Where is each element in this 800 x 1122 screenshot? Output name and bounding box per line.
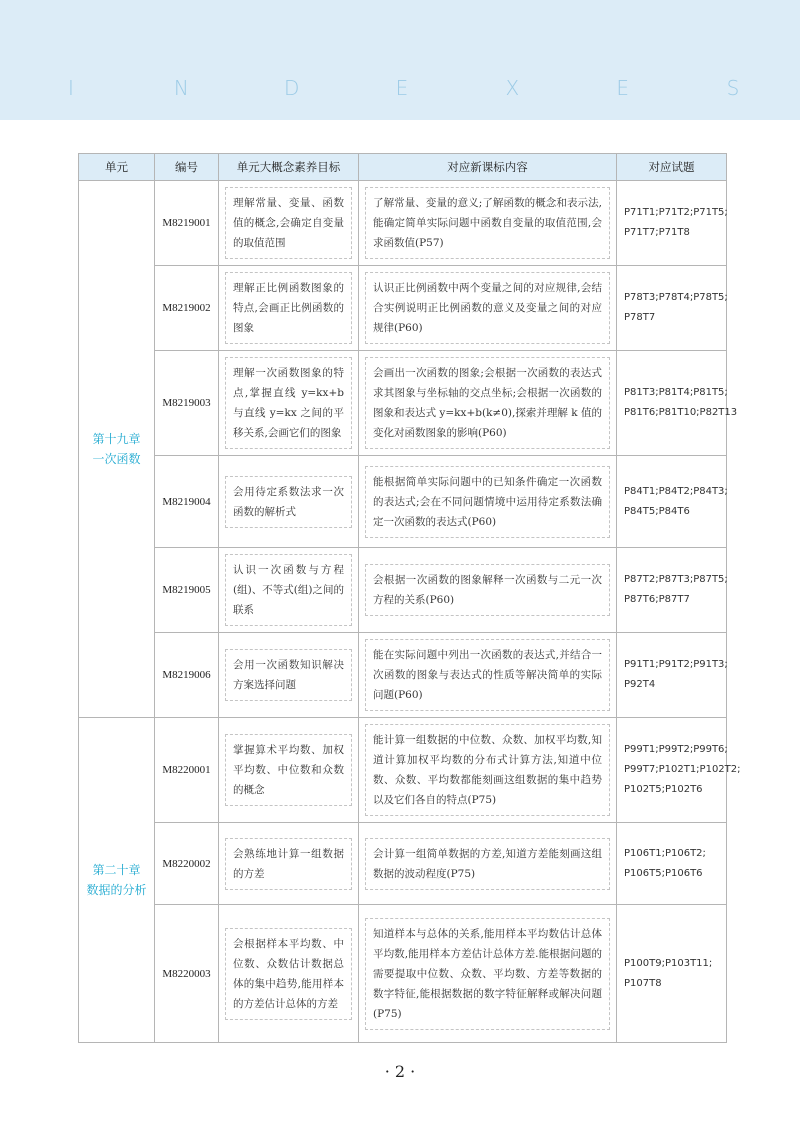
tests-text: P78T3;P78T4;P78T5; P78T7 [624,292,728,323]
table-row [79,456,727,548]
goal-text: 会熟练地计算一组数据的方差 [225,838,352,890]
goal-text: 理解常量、变量、函数值的概念,会确定自变量的取值范围 [225,187,352,259]
standard-text: 能计算一组数据的中位数、众数、加权平均数,知道计算加权平均数的分布式计算方法,知道中位数、众数、平均数都能刻画这组数据的集中趋势以及它们各自的特点(P75) [365,724,610,816]
banner-letter: E [395,76,409,100]
tests-cell [617,456,727,548]
page-number: · 2 · [384,1062,416,1081]
indexes-title [62,76,742,100]
standard-text: 认识正比例函数中两个变量之间的对应规律,会结合实例说明正比例函数的意义及变量之间的对应规律(P60) [365,272,610,344]
standard-cell [359,266,617,351]
goal-text: 认识一次函数与方程(组)、不等式(组)之间的联系 [225,554,352,626]
unit-cell [79,718,155,1043]
standard-text: 知道样本与总体的关系,能用样本平均数估计总体平均数,能用样本方差估计总体方差.能根据问题的需要提取中位数、众数、平均数、方差等数据的数字特征,能根据数据的数字特征解释或解决问题(P75) [365,918,610,1030]
tests-text: P71T1;P71T2;P71T5; P71T7;P71T8 [624,207,728,238]
tests-cell [617,351,738,456]
goal-text: 理解正比例函数图象的特点,会画正比例函数的图象 [225,272,352,344]
goal-cell [219,266,359,351]
goal-text: 掌握算术平均数、加权平均数、中位数和众数的概念 [225,734,352,806]
standard-cell [359,823,617,905]
tests-cell [617,181,727,266]
code-cell: M8220002 [155,823,219,905]
standard-text: 会画出一次函数的图象;会根据一次函数的表达式求其图象与坐标轴的交点坐标;会根据一次函数的图象和表达式 y=kx+b(k≠0),探索并理解 k 值的变化对函数图象的影响(P60) [365,357,610,449]
table-row [79,351,727,456]
banner-letter: S [726,76,740,100]
unit-label: 第二十章 数据的分析 [86,863,147,897]
header-tests: 对应试题 [617,154,727,181]
tests-cell [617,548,727,633]
header-code: 编号 [155,154,219,181]
goal-cell [219,351,359,456]
standard-cell [359,905,617,1043]
goal-cell [219,456,359,548]
goal-text: 会用待定系数法求一次函数的解析式 [225,476,352,528]
standard-text: 能在实际问题中列出一次函数的表达式,并结合一次函数的图象与表达式的性质等解决简单的实际问题(P60) [365,639,610,711]
header-standard: 对应新课标内容 [359,154,617,181]
table-header-row [79,154,727,181]
goal-cell [219,548,359,633]
goal-cell [219,905,359,1043]
unit-label: 第十九章 一次函数 [92,432,141,466]
code-cell: M8219002 [155,266,219,351]
table-row [79,181,727,266]
banner-letter: D [283,76,300,100]
table-row [79,718,727,823]
standard-text: 了解常量、变量的意义;了解函数的概念和表示法,能确定简单实际问题中函数自变量的取值范围,会求函数值(P57) [365,187,610,259]
standard-cell [359,633,617,718]
standard-cell [359,181,617,266]
tests-cell [617,823,727,905]
tests-cell [617,718,741,823]
standard-text: 能根据简单实际问题中的已知条件确定一次函数的表达式;会在不同问题情境中运用待定系数法确定一次函数的表达式(P60) [365,466,610,538]
tests-cell [617,266,727,351]
table-row [79,548,727,633]
standard-text: 会根据一次函数的图象解释一次函数与二元一次方程的关系(P60) [365,564,610,616]
tests-text: P84T1;P84T2;P84T3; P84T5;P84T6 [624,485,728,517]
code-cell: M8219001 [155,181,219,266]
standard-cell [359,718,617,823]
tests-text: P100T9;P103T11; P107T8 [624,957,713,989]
header-banner [0,0,800,120]
tests-text: P91T1;P91T2;P91T3; P92T4 [624,659,728,690]
banner-letter: X [505,76,520,100]
unit-cell [79,181,155,718]
tests-text: P87T2;P87T3;P87T5; P87T6;P87T7 [624,574,728,605]
banner-letter: N [173,76,189,100]
code-cell: M8219004 [155,456,219,548]
tests-text: P81T3;P81T4;P81T5; P81T6;P81T10;P82T13 [624,387,738,418]
code-cell: M8219003 [155,351,219,456]
goal-cell [219,823,359,905]
goal-text: 会根据样本平均数、中位数、众数估计数据总体的集中趋势,能用样本的方差估计总体的方差 [225,928,352,1020]
tests-cell [617,905,727,1043]
table-row [79,905,727,1043]
tests-cell [617,633,727,718]
code-cell: M8219006 [155,633,219,718]
tests-text: P106T1;P106T2; P106T5;P106T6 [624,847,706,879]
banner-letter: E [616,76,629,100]
code-cell: M8220003 [155,905,219,1043]
code-cell: M8219005 [155,548,219,633]
goal-cell [219,181,359,266]
standard-cell [359,456,617,548]
banner-letter: I [68,76,74,100]
goal-cell [219,633,359,718]
standard-text: 会计算一组简单数据的方差,知道方差能刻画这组数据的波动程度(P75) [365,838,610,890]
standard-cell [359,548,617,633]
table-row [79,633,727,718]
header-goal: 单元大概念素养目标 [219,154,359,181]
table-row [79,266,727,351]
code-cell: M8220001 [155,718,219,823]
tests-text: P99T1;P99T2;P99T6; P99T7;P102T1;P102T2; P102T5;P102T6 [624,744,741,795]
goal-cell [219,718,359,823]
index-table [78,153,741,1043]
goal-text: 会用一次函数知识解决方案选择问题 [225,649,352,701]
header-unit: 单元 [79,154,155,181]
table-row [79,823,727,905]
goal-text: 理解一次函数图象的特点,掌握直线 y=kx+b 与直线 y=kx 之间的平移关系,会画它们的图象 [225,357,352,449]
standard-cell [359,351,617,456]
